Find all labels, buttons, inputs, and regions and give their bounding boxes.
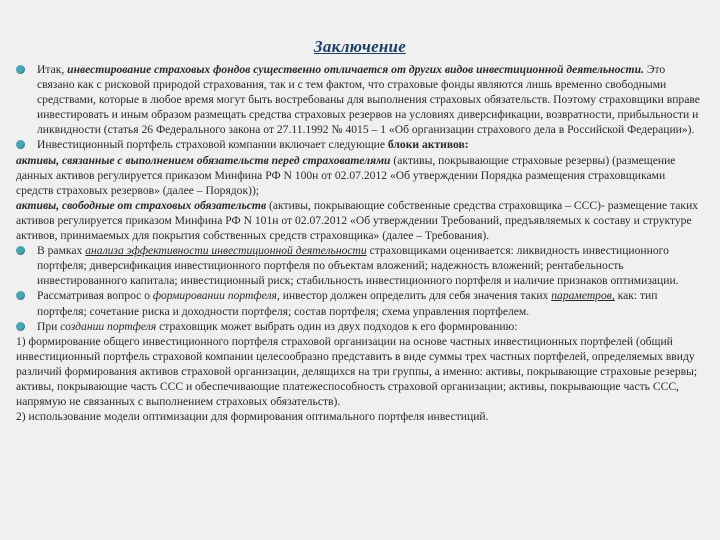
emphasis: активы, свободные от страховых обязательств	[16, 198, 267, 212]
text: (активы, покрывающие собственные средства страховщика – ССС)- размещение таких активов регулируется приказом Минфина РФ N 101н от 02.07.2012 «Об утверждении Требований, предъявляемых к составу и структуре активов, принимаемых для покрытия собственных средств страховщика» (далее – Требования).	[16, 198, 699, 243]
bullet-portfolio-blocks	[16, 137, 704, 152]
bullet-dot-icon	[16, 246, 25, 255]
text: В рамках	[37, 244, 86, 258]
emphasis: инвестирование страховых фондов существенно отличается от других видов инвестиционной деятельности.	[67, 63, 644, 76]
paragraph-approach-1: 1) формирование общего инвестиционного портфеля страховой организации на основе частных инвестиционных портфелей (общий инвестиционный портфель страховой компании целесообразно представить в виде суммы трех частных портфелей, определяемых ввиду различий формирования активов страховой организации, делящихся на три группы, а именно: активы, покрывающие страховые резервы; активы, покрывающие часть ССС и обеспечивающие платежеспособность страховой организации; активы, покрывающие часть ССС, напрямую не связанных с выполнением страховых обязательств).	[16, 334, 698, 409]
text: Рассматривая вопрос о	[37, 289, 153, 303]
bullet-dot-icon	[16, 291, 25, 300]
text: Это связано как с рисковой природой страхования, так и с тем фактом, что страховые фонды являются лишь временно свободными средствами, которые в любое время могут быть востребованы для выполнения страховых обязательств. Поэтому страховщики вправе инвестировать и иным образом размещать средства страховых резервов на условиях диверсификации, возвратности, прибыльности и ликвидности (статья 26 Федерального закона от 27.11.1992 № 4015 – 1 «Об организации страхового дела в Российской Федерации»).	[37, 63, 700, 137]
text: Итак,	[37, 63, 68, 76]
text: страховщик может выбрать один из двух подходов к его формированию:	[156, 319, 518, 333]
bullet-investment-specifics	[16, 62, 704, 137]
page-title: Заключение	[314, 37, 406, 56]
text: При	[37, 319, 61, 333]
emphasis: параметров,	[551, 289, 615, 303]
text: Инвестиционный портфель страховой компании включает следующие	[37, 138, 388, 152]
text: страховщиками оценивается: ликвидность инвестиционного портфеля; диверсификация инвестиционного портфеля по объектам вложений; надежность вложений; рентабельность инвестированного капитала; инвестиционный риск; стабильность инвестиционного портфеля и наличие признаков оптимизации.	[37, 244, 679, 288]
emphasis: блоки активов:	[387, 138, 469, 152]
bullet-portfolio-creation	[16, 319, 704, 334]
emphasis: анализа эффективности инвестиционной деятельности	[85, 244, 367, 258]
emphasis: создании портфеля	[60, 319, 157, 333]
bullet-efficiency-analysis	[16, 243, 704, 288]
emphasis: формировании портфеля	[152, 289, 277, 303]
text: как: тип портфеля; сочетание риска и доходности портфеля; состав портфеля; схема управления портфелем.	[37, 289, 658, 318]
bullet-portfolio-formation	[16, 288, 704, 318]
bullet-dot-icon	[16, 140, 25, 149]
emphasis: активы, связанные с выполнением обязательств перед страхователями	[16, 153, 391, 167]
bullet-dot-icon	[16, 322, 25, 331]
paragraph-free-assets	[16, 198, 704, 243]
bullet-dot-icon	[16, 65, 25, 74]
slide-content	[16, 62, 704, 424]
text: , инвестор должен определить для себя значения таких	[276, 289, 552, 303]
paragraph-approach-2: 2) использование модели оптимизации для формирования оптимального портфеля инвестиций.	[16, 410, 489, 424]
text: (активы, покрывающие страховые резервы) (размещение данных активов регулируется приказом Минфина РФ N 100н от 02.07.2012 «Об утверждении Порядка размещения страховщиками средств страховых резервов» (далее – Порядок));	[16, 153, 676, 197]
paragraph-reserve-assets	[16, 153, 704, 198]
